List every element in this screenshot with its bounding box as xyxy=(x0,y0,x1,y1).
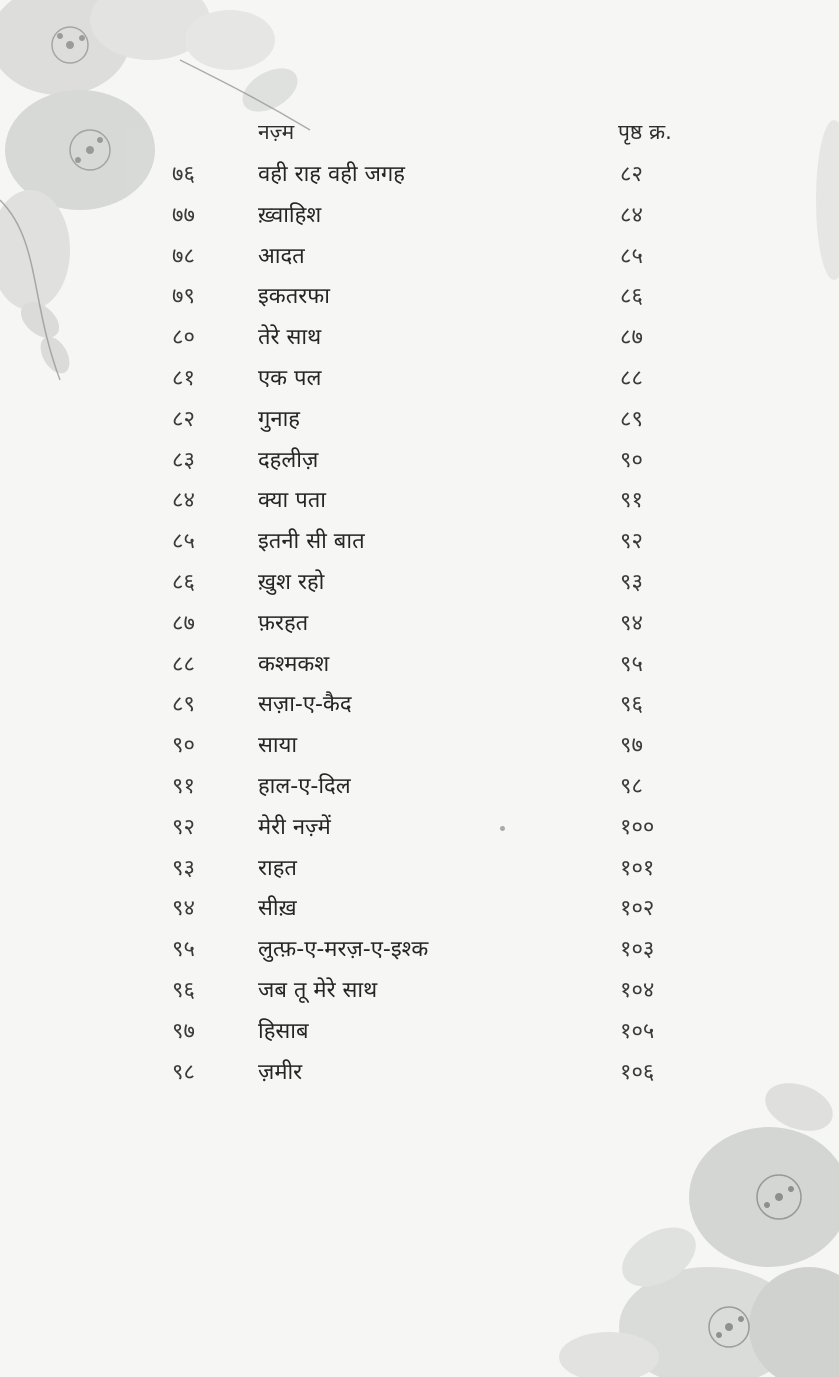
toc-title: ख़ुश रहो xyxy=(258,570,325,595)
toc-number: ९३ xyxy=(172,855,195,881)
toc-title: सीख़ xyxy=(258,896,297,922)
toc-title: इकतरफा xyxy=(258,284,330,310)
toc-row xyxy=(0,1015,839,1055)
toc-title: हाल-ए-दिल xyxy=(258,774,351,799)
toc-page: १०३ xyxy=(620,937,655,963)
toc-number: ८९ xyxy=(172,692,195,718)
toc-number: ८४ xyxy=(172,488,195,514)
toc-title: राहत xyxy=(258,855,297,881)
toc-number: ९० xyxy=(172,733,195,759)
toc-number: ८५ xyxy=(172,529,195,555)
toc-page: १०५ xyxy=(620,1018,655,1044)
toc-title: लुत्फ़-ए-मरज़-ए-इश्क xyxy=(258,937,429,963)
toc-title: ज़मीर xyxy=(258,1059,303,1085)
toc-row xyxy=(0,974,839,1014)
toc-page: ९८ xyxy=(620,774,643,799)
toc-title: जब तू मेरे साथ xyxy=(258,978,378,1003)
toc-number: ९८ xyxy=(172,1059,195,1085)
toc-title: क्या पता xyxy=(258,488,326,514)
toc-title: सज़ा-ए-कैद xyxy=(258,692,352,718)
toc-page: ९० xyxy=(620,447,643,473)
toc-number: ७८ xyxy=(172,243,195,269)
toc-number: ८३ xyxy=(172,447,195,473)
toc-number: ९४ xyxy=(172,896,195,922)
toc-page: ८६ xyxy=(620,284,643,310)
toc-page: ९२ xyxy=(620,529,643,555)
toc-row xyxy=(0,729,839,769)
toc-row xyxy=(0,566,839,606)
toc-page: ८७ xyxy=(620,325,643,351)
toc-title: एक पल xyxy=(258,366,322,391)
toc-page: ९१ xyxy=(620,488,643,514)
toc-number: ८२ xyxy=(172,406,195,432)
toc-row xyxy=(0,607,839,647)
toc-number: ९७ xyxy=(172,1018,195,1044)
toc-number: ९६ xyxy=(172,978,195,1003)
toc-number: ९५ xyxy=(172,937,195,963)
toc-number: ८१ xyxy=(172,366,195,391)
toc-page: ९५ xyxy=(620,651,643,677)
toc-row xyxy=(0,648,839,688)
toc-number: ८७ xyxy=(172,610,195,636)
toc-row xyxy=(0,1056,839,1096)
toc-row xyxy=(0,199,839,239)
toc-row xyxy=(0,811,839,851)
toc-page: ९६ xyxy=(620,692,643,718)
toc-number: ९२ xyxy=(172,814,195,840)
toc-page: १०६ xyxy=(620,1059,655,1085)
toc-number: ७९ xyxy=(172,284,195,310)
toc-title: आदत xyxy=(258,243,305,269)
toc-page: ९७ xyxy=(620,733,643,759)
toc-page: ८८ xyxy=(620,366,643,391)
toc-page: ८५ xyxy=(620,243,643,269)
toc-title: वही राह वही जगह xyxy=(258,162,405,187)
toc-row xyxy=(0,362,839,402)
toc-row xyxy=(0,158,839,198)
toc-row xyxy=(0,484,839,524)
toc-row xyxy=(0,933,839,973)
toc-title: कश्मकश xyxy=(258,651,330,677)
toc-row xyxy=(0,240,839,280)
column-header-title: नज़्म xyxy=(258,120,295,144)
toc-page: ८२ xyxy=(620,162,643,187)
toc-page: १०४ xyxy=(620,978,655,1003)
column-header-page: पृष्ठ क्र. xyxy=(618,120,672,144)
toc-number: ९१ xyxy=(172,774,195,799)
toc-row xyxy=(0,321,839,361)
toc-title: फ़रहत xyxy=(258,610,309,636)
toc-title: हिसाब xyxy=(258,1018,309,1044)
floral-decoration-bottom-right xyxy=(509,1077,839,1377)
toc-page: १०२ xyxy=(620,896,655,922)
toc-title: इतनी सी बात xyxy=(258,529,365,555)
toc-page: ९३ xyxy=(620,570,643,595)
toc-page: ८४ xyxy=(620,202,643,228)
toc-row xyxy=(0,892,839,932)
toc-title: साया xyxy=(258,733,298,759)
toc-number: ८६ xyxy=(172,570,195,595)
toc-page: १०१ xyxy=(620,855,655,881)
toc-row xyxy=(0,852,839,892)
toc-page: ९४ xyxy=(620,610,643,636)
toc-title: गुनाह xyxy=(258,406,300,432)
toc-number: ८८ xyxy=(172,651,195,677)
toc-page: ८९ xyxy=(620,406,643,432)
toc-row xyxy=(0,280,839,320)
toc-row xyxy=(0,444,839,484)
toc-page: १०० xyxy=(620,814,655,840)
toc-number: ८० xyxy=(172,325,195,351)
toc-title: ख़्वाहिश xyxy=(258,202,322,228)
toc-title: तेरे साथ xyxy=(258,325,322,351)
toc-row xyxy=(0,525,839,565)
toc-title: मेरी नज़्में xyxy=(258,814,331,840)
toc-row xyxy=(0,688,839,728)
toc-number: ७६ xyxy=(172,162,195,187)
toc-title: दहलीज़ xyxy=(258,447,319,473)
toc-row xyxy=(0,403,839,443)
toc-number: ७७ xyxy=(172,202,195,228)
toc-row xyxy=(0,770,839,810)
